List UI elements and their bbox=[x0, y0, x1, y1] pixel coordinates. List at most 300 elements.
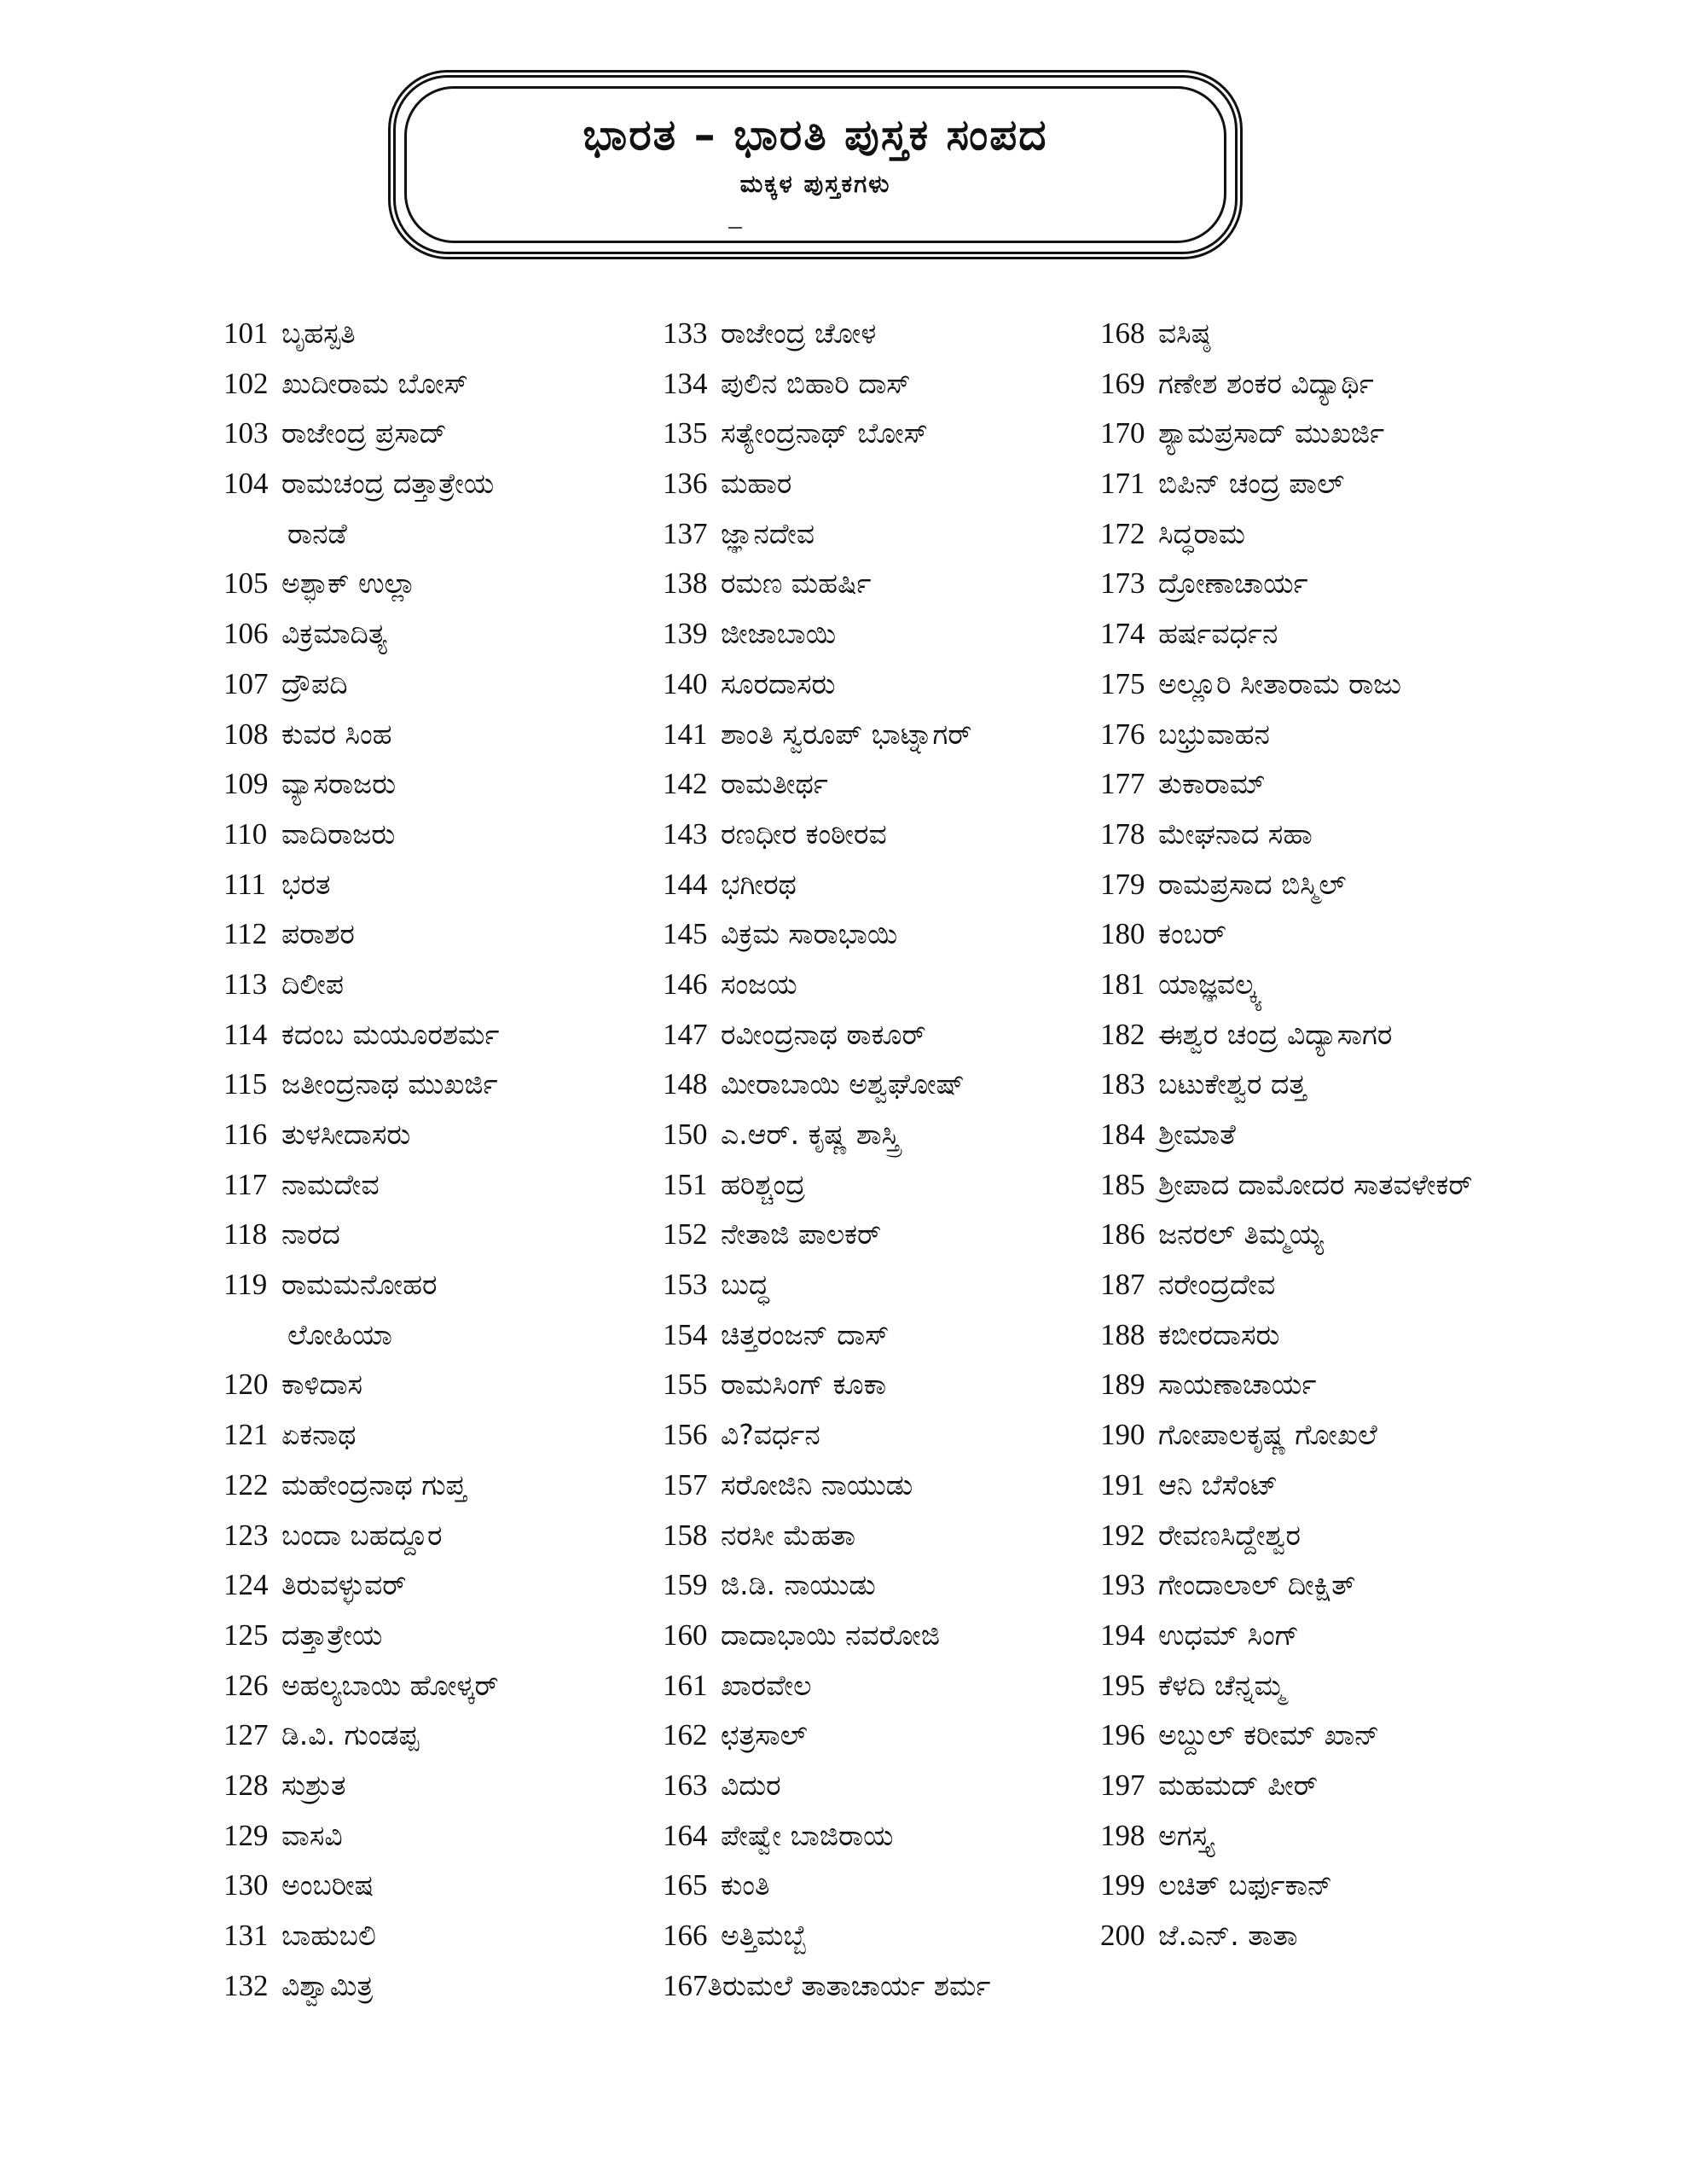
book-list-item bbox=[223, 710, 667, 760]
book-list-item bbox=[223, 1110, 667, 1160]
book-list-item bbox=[1100, 459, 1544, 509]
book-list-item bbox=[663, 710, 1106, 760]
book-number: 118 bbox=[223, 1217, 268, 1252]
book-list-item bbox=[663, 1160, 1106, 1211]
book-number: 112 bbox=[223, 917, 268, 951]
book-number: 153 bbox=[663, 1268, 708, 1302]
book-list-item bbox=[1100, 1410, 1544, 1461]
book-number: 152 bbox=[663, 1217, 708, 1252]
book-number: 132 bbox=[223, 1968, 269, 2002]
book-number: 144 bbox=[663, 867, 708, 901]
book-number: 188 bbox=[1100, 1317, 1145, 1351]
book-title: ಅಶ್ಫಾಕ್ ಉಲ್ಲಾ bbox=[281, 566, 416, 601]
book-title: ಕಂಬರ್ bbox=[1158, 917, 1226, 951]
book-list-item bbox=[223, 559, 667, 609]
book-title: ರಾಜೇಂದ್ರ ಚೋಳ bbox=[721, 317, 877, 350]
book-title: ಪೇಷ್ವೇ ಬಾಜಿರಾಯ bbox=[721, 1818, 894, 1852]
book-list-item-continuation bbox=[223, 509, 667, 560]
book-list-item bbox=[663, 509, 1106, 560]
book-title: ಅತ್ತಿಮಬ್ಬೆ bbox=[721, 1919, 808, 1952]
book-title: ಬಾಹುಬಲಿ bbox=[281, 1919, 376, 1952]
book-title: ವಿ?ವರ್ಧನ bbox=[721, 1418, 820, 1452]
book-title: ಭರತ bbox=[281, 867, 331, 901]
book-title: ಅಲ್ಲೂರಿ ಸೀತಾರಾಮ ರಾಜು bbox=[1158, 666, 1401, 700]
book-number: 184 bbox=[1100, 1118, 1145, 1151]
book-list-item bbox=[1100, 1160, 1544, 1211]
book-list-item bbox=[663, 1811, 1106, 1862]
book-number: 101 bbox=[223, 317, 269, 350]
book-title: ಭಗೀರಥ bbox=[721, 867, 797, 901]
book-number: 168 bbox=[1100, 317, 1145, 350]
book-list-column-3 bbox=[1100, 309, 1544, 1961]
book-list-item bbox=[663, 1461, 1106, 1511]
book-number: 159 bbox=[663, 1568, 708, 1602]
book-list-item bbox=[223, 359, 667, 410]
book-list-item bbox=[223, 1661, 667, 1711]
book-title: ಬಭ್ರುವಾಹನ bbox=[1158, 717, 1270, 751]
book-number: 146 bbox=[663, 967, 708, 1001]
book-list-column-1 bbox=[223, 309, 667, 2011]
book-title: ಸಂಜಯ bbox=[721, 967, 797, 1001]
book-title: ದ್ರೌಪದಿ bbox=[281, 666, 348, 700]
book-title: ಆನಿ ಬೆಸೆಂಟ್ bbox=[1158, 1467, 1278, 1502]
book-number: 185 bbox=[1100, 1167, 1145, 1201]
book-list-item bbox=[1100, 1360, 1544, 1410]
book-number: 189 bbox=[1100, 1368, 1145, 1402]
book-list-item bbox=[1100, 1611, 1544, 1661]
book-number: 143 bbox=[663, 816, 708, 851]
book-list-item bbox=[1100, 1661, 1544, 1711]
book-title: ವಿಶ್ವಾಮಿತ್ರ bbox=[281, 1968, 374, 2002]
book-number: 111 bbox=[223, 867, 266, 901]
book-list-item bbox=[223, 1260, 667, 1310]
book-number: 119 bbox=[223, 1268, 268, 1302]
book-title: ಖುದೀರಾಮ ಬೋಸ್ bbox=[281, 366, 468, 400]
book-number: 200 bbox=[1100, 1919, 1145, 1952]
book-title: ರಾಮಮನೋಹರ bbox=[281, 1268, 438, 1302]
book-number: 160 bbox=[663, 1618, 708, 1652]
book-list-item bbox=[223, 609, 667, 659]
book-list-item bbox=[223, 810, 667, 860]
book-number: 199 bbox=[1100, 1868, 1145, 1902]
book-number: 125 bbox=[223, 1618, 269, 1652]
book-number: 141 bbox=[663, 717, 708, 751]
book-title: ಜೆ.ಎನ್. ತಾತಾ bbox=[1158, 1919, 1298, 1952]
book-number: 198 bbox=[1100, 1818, 1145, 1852]
book-number: 140 bbox=[663, 666, 708, 700]
book-list-item bbox=[223, 759, 667, 810]
book-list-item bbox=[663, 1310, 1106, 1361]
book-list-item bbox=[663, 1761, 1106, 1811]
book-title: ರಾಮತೀರ್ಥ bbox=[721, 767, 828, 801]
book-number: 154 bbox=[663, 1317, 708, 1351]
book-number: 126 bbox=[223, 1668, 269, 1702]
book-list-item bbox=[1100, 409, 1544, 459]
header-dash bbox=[728, 227, 742, 229]
book-list-item bbox=[223, 860, 667, 910]
book-number: 162 bbox=[663, 1718, 708, 1752]
book-title: ಅಬ್ದುಲ್ ಕರೀಮ್ ಖಾನ್ bbox=[1158, 1718, 1380, 1752]
book-list-item bbox=[663, 860, 1106, 910]
book-title: ಶ್ಯಾಮಪ್ರಸಾದ್ ಮುಖರ್ಜಿ bbox=[1158, 416, 1385, 450]
header-box bbox=[388, 70, 1243, 259]
book-number: 173 bbox=[1100, 566, 1145, 601]
book-list-item bbox=[663, 1010, 1106, 1060]
book-number: 196 bbox=[1100, 1718, 1145, 1752]
book-number: 110 bbox=[223, 816, 268, 851]
book-list-item bbox=[663, 409, 1106, 459]
book-title: ವಾಸವಿ bbox=[281, 1818, 343, 1852]
book-number: 181 bbox=[1100, 967, 1145, 1001]
book-title: ನೇತಾಜಿ ಪಾಲಕರ್ bbox=[721, 1217, 882, 1252]
book-list-item bbox=[663, 759, 1106, 810]
book-list-item bbox=[663, 1711, 1106, 1761]
book-number: 165 bbox=[663, 1868, 708, 1902]
book-list-item bbox=[223, 960, 667, 1010]
book-list-item bbox=[1100, 1511, 1544, 1561]
book-title: ಕೆಳದಿ ಚೆನ್ನಮ್ಮ bbox=[1158, 1668, 1285, 1702]
book-number: 102 bbox=[223, 366, 269, 400]
book-list-item bbox=[1100, 1310, 1544, 1361]
book-list-item bbox=[663, 1060, 1106, 1110]
book-title: ಮಹೇಂದ್ರನಾಥ ಗುಪ್ತ bbox=[281, 1467, 467, 1502]
book-list-item bbox=[223, 1461, 667, 1511]
book-title: ಚಿತ್ತರಂಜನ್ ದಾಸ್ bbox=[721, 1317, 890, 1351]
book-title: ಸತ್ಯೇಂದ್ರನಾಥ್ ಬೋಸ್ bbox=[721, 416, 928, 450]
book-number: 158 bbox=[663, 1518, 708, 1552]
book-title: ವಾದಿರಾಜರು bbox=[281, 816, 396, 851]
book-title: ಮಹಮದ್ ಪೀರ್ bbox=[1158, 1768, 1318, 1802]
book-number: 122 bbox=[223, 1467, 269, 1502]
book-title: ವಿದುರ bbox=[721, 1768, 781, 1802]
book-title: ಅಗಸ್ತ್ಯ bbox=[1158, 1818, 1213, 1852]
book-title: ರಮಣ ಮಹರ್ಷಿ bbox=[721, 566, 872, 601]
book-list-item bbox=[1100, 1761, 1544, 1811]
book-number: 167 bbox=[663, 1968, 708, 2002]
book-number: 176 bbox=[1100, 717, 1145, 751]
book-list-item bbox=[223, 1560, 667, 1611]
book-number: 197 bbox=[1100, 1768, 1145, 1802]
book-number: 182 bbox=[1100, 1017, 1145, 1051]
book-number: 169 bbox=[1100, 366, 1145, 400]
book-list-item bbox=[663, 1210, 1106, 1260]
book-number: 147 bbox=[663, 1017, 708, 1051]
book-list-item bbox=[663, 309, 1106, 359]
book-number: 134 bbox=[663, 366, 708, 400]
book-title: ಏಕನಾಥ bbox=[281, 1418, 357, 1452]
book-list-item bbox=[1100, 509, 1544, 560]
book-number: 120 bbox=[223, 1368, 269, 1402]
book-list-item bbox=[223, 659, 667, 710]
book-title: ಬಟುಕೇಶ್ವರ ದತ್ತ bbox=[1158, 1067, 1307, 1101]
book-number: 127 bbox=[223, 1718, 269, 1752]
book-number: 128 bbox=[223, 1768, 269, 1802]
book-number: 115 bbox=[223, 1067, 268, 1101]
book-number: 137 bbox=[663, 516, 708, 550]
book-title: ಸಾಯಣಾಚಾರ್ಯ bbox=[1158, 1368, 1317, 1402]
book-number: 123 bbox=[223, 1518, 269, 1552]
book-number: 170 bbox=[1100, 416, 1145, 450]
book-number: 142 bbox=[663, 767, 708, 801]
book-number: 179 bbox=[1100, 867, 1145, 901]
book-number: 195 bbox=[1100, 1668, 1145, 1702]
book-list-item bbox=[1100, 1811, 1544, 1862]
book-number: 129 bbox=[223, 1818, 269, 1852]
book-title: ನರಸೀ ಮೆಹತಾ bbox=[721, 1518, 856, 1552]
book-number: 161 bbox=[663, 1668, 708, 1702]
book-number: 150 bbox=[663, 1118, 708, 1151]
book-list-item bbox=[223, 1511, 667, 1561]
book-title: ರವೀಂದ್ರನಾಥ ಠಾಕೂರ್ bbox=[721, 1017, 926, 1051]
book-list-item bbox=[663, 1360, 1106, 1410]
book-list-item bbox=[1100, 909, 1544, 960]
book-list-item bbox=[663, 909, 1106, 960]
book-number: 187 bbox=[1100, 1268, 1145, 1302]
book-list-item bbox=[663, 359, 1106, 410]
book-list-item bbox=[663, 1410, 1106, 1461]
book-list-item bbox=[1100, 309, 1544, 359]
book-number: 166 bbox=[663, 1919, 708, 1952]
book-list-item bbox=[663, 1961, 1106, 2012]
book-title: ತುಳಸೀದಾಸರು bbox=[281, 1118, 411, 1151]
book-title: ಸುಶ್ರುತ bbox=[281, 1768, 346, 1802]
book-list-item bbox=[663, 1611, 1106, 1661]
book-list-item-continuation bbox=[223, 1310, 667, 1361]
book-title: ಹರಿಶ್ಚಂದ್ರ bbox=[721, 1167, 806, 1201]
book-number: 135 bbox=[663, 416, 708, 450]
book-list-item bbox=[1100, 559, 1544, 609]
book-list-item bbox=[1100, 359, 1544, 410]
book-title: ಅಹಲ್ಯಬಾಯಿ ಹೋಳ್ಕರ್ bbox=[281, 1668, 499, 1702]
book-title: ದ್ರೋಣಾಚಾರ್ಯ bbox=[1158, 566, 1308, 601]
book-number: 151 bbox=[663, 1167, 708, 1201]
book-title: ಮಹಾರ bbox=[721, 467, 792, 501]
book-list-item bbox=[1100, 1461, 1544, 1511]
book-list-item bbox=[1100, 1911, 1544, 1961]
book-number: 114 bbox=[223, 1017, 268, 1051]
book-list-item bbox=[1100, 759, 1544, 810]
book-number: 145 bbox=[663, 917, 708, 951]
book-number: 174 bbox=[1100, 617, 1145, 651]
book-number: 138 bbox=[663, 566, 708, 601]
book-list-item bbox=[223, 459, 667, 509]
book-list-item bbox=[223, 909, 667, 960]
book-number: 183 bbox=[1100, 1067, 1145, 1101]
book-title: ಕಬೀರದಾಸರು bbox=[1158, 1317, 1280, 1351]
book-title: ಸರೋಜಿನಿ ನಾಯುಡು bbox=[721, 1467, 913, 1502]
book-number: 177 bbox=[1100, 767, 1145, 801]
book-title: ರಾಮಪ್ರಸಾದ ಬಿಸ್ಮಿಲ್ bbox=[1158, 867, 1347, 901]
book-list-item bbox=[223, 1711, 667, 1761]
book-number: 136 bbox=[663, 467, 708, 501]
book-title: ಯಾಜ್ಞವಲ್ಕ್ಯ bbox=[1158, 967, 1261, 1001]
book-number: 193 bbox=[1100, 1568, 1145, 1602]
book-title: ಡಿ.ವಿ. ಗುಂಡಪ್ಪ bbox=[281, 1718, 420, 1752]
book-number: 124 bbox=[223, 1568, 269, 1602]
book-list-item bbox=[1100, 1210, 1544, 1260]
page-subtitle: ಮಕ್ಕಳ ಪುಸ್ತಕಗಳು bbox=[739, 170, 891, 198]
book-list-item bbox=[223, 1410, 667, 1461]
book-title: ತಿರುಮಲೆ ತಾತಾಚಾರ್ಯ ಶರ್ಮ bbox=[707, 1968, 991, 2002]
book-number: 109 bbox=[223, 767, 269, 801]
book-list-item bbox=[1100, 1260, 1544, 1310]
book-number: 156 bbox=[663, 1418, 708, 1452]
book-list-item bbox=[223, 1010, 667, 1060]
book-number: 108 bbox=[223, 717, 269, 751]
book-list-item bbox=[223, 1160, 667, 1211]
book-list-item bbox=[663, 1110, 1106, 1160]
book-list-item bbox=[663, 1911, 1106, 1961]
book-list-item bbox=[1100, 609, 1544, 659]
book-number: 117 bbox=[223, 1167, 268, 1201]
book-title: ಜಿ.ಡಿ. ನಾಯುಡು bbox=[721, 1568, 876, 1602]
book-list-item bbox=[223, 1060, 667, 1110]
book-title: ಶ್ರೀಮಾತೆ bbox=[1158, 1118, 1236, 1151]
book-number: 171 bbox=[1100, 467, 1145, 501]
book-list-item bbox=[223, 1861, 667, 1911]
book-list-item bbox=[663, 1861, 1106, 1911]
book-number: 130 bbox=[223, 1868, 269, 1902]
book-title: ರೇವಣಸಿದ್ದೇಶ್ವರ bbox=[1158, 1518, 1301, 1552]
book-number: 131 bbox=[223, 1919, 269, 1952]
book-title: ಗೇಂದಾಲಾಲ್ ದೀಕ್ಷಿತ್ bbox=[1158, 1568, 1356, 1602]
book-title: ತಿರುವಳ್ಳುವರ್ bbox=[281, 1568, 407, 1602]
book-title: ಲೋಹಿಯಾ bbox=[287, 1317, 392, 1351]
book-number: 121 bbox=[223, 1418, 269, 1452]
book-list-item bbox=[663, 559, 1106, 609]
book-title: ರಾಮಚಂದ್ರ ದತ್ತಾತ್ರೇಯ bbox=[281, 467, 495, 501]
book-title: ಬುದ್ಧ bbox=[721, 1268, 769, 1302]
book-title: ಈಶ್ವರ ಚಂದ್ರ ವಿದ್ಯಾಸಾಗರ bbox=[1158, 1017, 1393, 1051]
book-title: ಪರಾಶರ bbox=[281, 917, 355, 951]
book-title: ಅಂಬರೀಷ bbox=[281, 1868, 374, 1902]
book-list-item bbox=[663, 1260, 1106, 1310]
book-list-item bbox=[223, 1360, 667, 1410]
book-title: ಛತ್ರಸಾಲ್ bbox=[721, 1718, 808, 1752]
book-title: ಜ್ಞಾನದೇವ bbox=[721, 516, 815, 550]
book-list-item bbox=[223, 1761, 667, 1811]
book-title: ಲಚಿತ್ ಬರ್ಫುಕಾನ್ bbox=[1158, 1868, 1333, 1902]
book-number: 175 bbox=[1100, 666, 1145, 700]
book-title: ರಾಜೇಂದ್ರ ಪ್ರಸಾದ್ bbox=[281, 416, 447, 450]
book-list-item bbox=[663, 659, 1106, 710]
book-list-item bbox=[663, 1560, 1106, 1611]
book-number: 180 bbox=[1100, 917, 1145, 951]
book-title: ನರೇಂದ್ರದೇವ bbox=[1158, 1268, 1276, 1302]
book-list-column-2 bbox=[663, 309, 1106, 2011]
book-title: ಬಂದಾ ಬಹದ್ದೂರ bbox=[281, 1518, 443, 1552]
book-title: ಎ.ಆರ್. ಕೃಷ್ಣ ಶಾಸ್ತ್ರಿ bbox=[721, 1118, 900, 1151]
book-list-item bbox=[1100, 710, 1544, 760]
book-title: ಉಧಮ್ ಸಿಂಗ್ bbox=[1158, 1618, 1300, 1652]
book-list-item bbox=[223, 1961, 667, 2012]
book-list-item bbox=[1100, 1110, 1544, 1160]
book-title: ಜೀಜಾಬಾಯಿ bbox=[721, 617, 837, 651]
book-number: 116 bbox=[223, 1118, 268, 1151]
book-title: ಮೇಘನಾದ ಸಹಾ bbox=[1158, 816, 1313, 851]
book-title: ಬೃಹಸ್ಪತಿ bbox=[281, 317, 356, 350]
book-title: ನಾಮದೇವ bbox=[281, 1167, 380, 1201]
book-title: ಗೋಪಾಲಕೃಷ್ಣ ಗೋಖಲೆ bbox=[1158, 1418, 1377, 1452]
book-number: 163 bbox=[663, 1768, 708, 1802]
book-title: ರಣಧೀರ ಕಂಠೀರವ bbox=[721, 816, 887, 851]
book-title: ರಾನಡೆ bbox=[287, 516, 347, 550]
book-list-item bbox=[223, 1911, 667, 1961]
book-list-item bbox=[1100, 1861, 1544, 1911]
book-title: ಗಣೇಶ ಶಂಕರ ವಿದ್ಯಾರ್ಥಿ bbox=[1158, 366, 1374, 400]
book-number: 178 bbox=[1100, 816, 1145, 851]
book-title: ವ್ಯಾಸರಾಜರು bbox=[281, 767, 397, 801]
book-number: 103 bbox=[223, 416, 269, 450]
book-title: ವಿಕ್ರಮಾದಿತ್ಯ bbox=[281, 617, 387, 651]
book-title: ಜತೀಂದ್ರನಾಥ ಮುಖರ್ಜಿ bbox=[281, 1067, 498, 1101]
book-title: ದತ್ತಾತ್ರೇಯ bbox=[281, 1618, 383, 1652]
book-list-item bbox=[1100, 1010, 1544, 1060]
book-title: ಕಾಳಿದಾಸ bbox=[281, 1368, 362, 1402]
book-title: ಕುವರ ಸಿಂಹ bbox=[281, 717, 392, 751]
book-number: 192 bbox=[1100, 1518, 1145, 1552]
book-list-item bbox=[1100, 960, 1544, 1010]
book-title: ಖಾರವೇಲ bbox=[721, 1668, 812, 1702]
book-title: ದಿಲೀಪ bbox=[281, 967, 344, 1001]
book-number: 113 bbox=[223, 967, 268, 1001]
book-list-item bbox=[663, 1661, 1106, 1711]
book-list-item bbox=[223, 1611, 667, 1661]
book-title: ವಿಕ್ರಮ ಸಾರಾಭಾಯಿ bbox=[721, 917, 898, 951]
book-number: 164 bbox=[663, 1818, 708, 1852]
book-number: 133 bbox=[663, 317, 708, 350]
book-list-item bbox=[1100, 1560, 1544, 1611]
book-list-item bbox=[1100, 659, 1544, 710]
book-list-item bbox=[223, 1210, 667, 1260]
book-number: 172 bbox=[1100, 516, 1145, 550]
book-list-item bbox=[663, 1511, 1106, 1561]
book-list-item bbox=[663, 960, 1106, 1010]
book-number: 191 bbox=[1100, 1467, 1145, 1502]
book-title: ಪುಲಿನ ಬಿಹಾರಿ ದಾಸ್ bbox=[721, 366, 911, 400]
book-title: ಸಿದ್ಧರಾಮ bbox=[1158, 516, 1246, 550]
book-list-item bbox=[1100, 810, 1544, 860]
book-title: ಹರ್ಷವರ್ಧನ bbox=[1158, 617, 1278, 651]
book-list-item bbox=[223, 409, 667, 459]
book-title: ಶಾಂತಿ ಸ್ವರೂಪ್ ಭಾಟ್ನಾಗರ್ bbox=[721, 717, 972, 751]
book-number: 106 bbox=[223, 617, 269, 651]
book-title: ಕದಂಬ ಮಯೂರಶರ್ಮ bbox=[281, 1017, 500, 1051]
book-number: 157 bbox=[663, 1467, 708, 1502]
book-title: ಜನರಲ್ ತಿಮ್ಮಯ್ಯ bbox=[1158, 1217, 1324, 1252]
book-title: ನಾರದ bbox=[281, 1217, 340, 1252]
page-title: ಭಾರತ – ಭಾರತಿ ಪುಸ್ತಕ ಸಂಪದ bbox=[583, 110, 1048, 160]
book-number: 105 bbox=[223, 566, 269, 601]
book-number: 155 bbox=[663, 1368, 708, 1402]
book-title: ರಾಮಸಿಂಗ್ ಕೂಕಾ bbox=[721, 1368, 887, 1402]
book-title: ವಸಿಷ್ಠ bbox=[1158, 317, 1211, 350]
book-number: 190 bbox=[1100, 1418, 1145, 1452]
book-number: 148 bbox=[663, 1067, 708, 1101]
book-title: ಬಿಪಿನ್ ಚಂದ್ರ ಪಾಲ್ bbox=[1158, 467, 1345, 501]
book-list-item bbox=[1100, 1711, 1544, 1761]
book-title: ಶ್ರೀಪಾದ ದಾಮೋದರ ಸಾತವಳೇಕರ್ bbox=[1158, 1167, 1473, 1201]
book-list-item bbox=[1100, 860, 1544, 910]
book-list-item bbox=[663, 459, 1106, 509]
book-number: 104 bbox=[223, 467, 269, 501]
book-number: 186 bbox=[1100, 1217, 1145, 1252]
book-number: 194 bbox=[1100, 1618, 1145, 1652]
book-list-item bbox=[223, 1811, 667, 1862]
book-title: ಸೂರದಾಸರು bbox=[721, 666, 836, 700]
book-list-item bbox=[663, 609, 1106, 659]
book-list-item bbox=[1100, 1060, 1544, 1110]
